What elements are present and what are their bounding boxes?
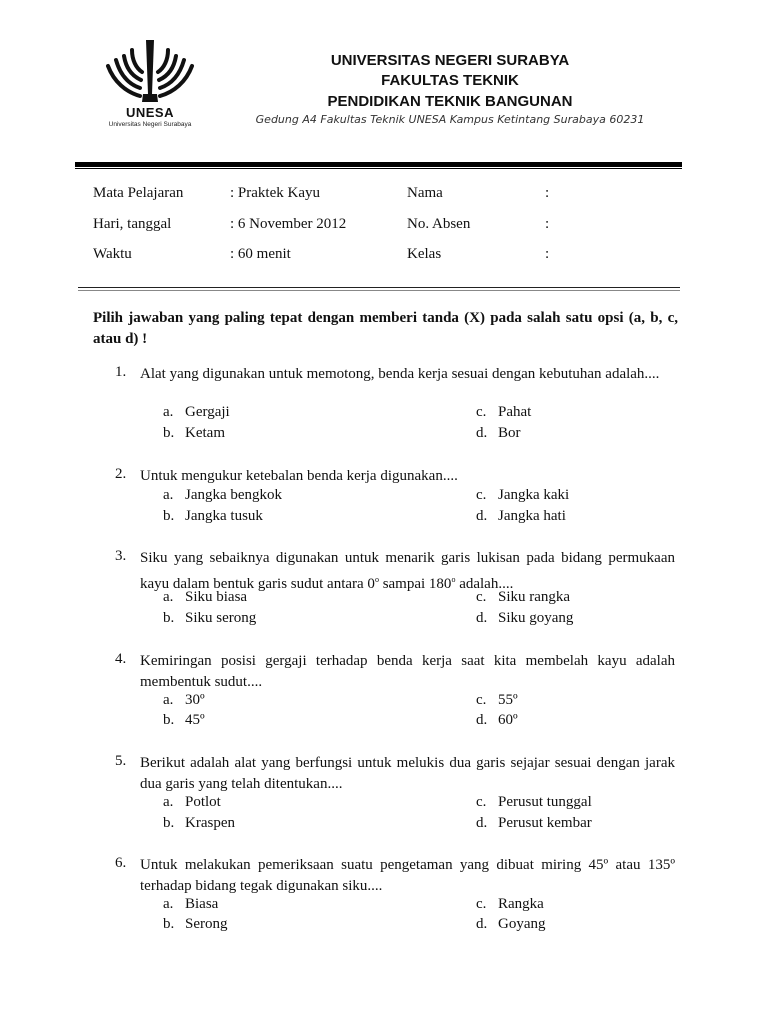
header-divider-thick [75, 162, 682, 167]
option-letter: c. [476, 589, 487, 605]
option-letter: b. [163, 508, 175, 524]
option-letter: d. [476, 815, 488, 831]
instruction: Pilih jawaban yang paling tepat dengan memberi tanda (X) pada salah satu opsi (a, b, c, atau d) ! [93, 310, 678, 347]
info-divider-shadow [78, 290, 680, 291]
option-letter: d. [476, 916, 488, 932]
option-text: 60º [498, 712, 518, 728]
option-text: 55º [498, 692, 518, 708]
question-number: 3. [115, 548, 127, 564]
option-letter: d. [476, 425, 488, 441]
question-text: Kemiringan posisi gergaji terhadap benda kerja saat kita membelah kayu adalah membentuk sudut.... [140, 653, 675, 690]
option-text: Pahat [498, 404, 532, 420]
faculty-name: FAKULTAS TEKNIK [381, 72, 519, 89]
option-letter: b. [163, 610, 175, 626]
info-value-name: : [545, 185, 550, 201]
option-text: Siku goyang [498, 610, 574, 626]
question-number: 1. [115, 364, 127, 380]
option-letter: b. [163, 815, 175, 831]
option-text: Perusut kembar [498, 815, 592, 831]
option-text: Rangka [498, 896, 544, 912]
option-letter: c. [476, 404, 487, 420]
header-divider-thin [75, 168, 682, 169]
option-text: Jangka bengkok [185, 487, 283, 503]
question-text: Untuk melakukan pemeriksaan suatu pengetaman yang dibuat miring 45º atau 135º terhadap bidang tegak digunakan siku.... [140, 857, 675, 894]
logo-emblem-icon [96, 36, 204, 106]
question-number: 5. [115, 753, 127, 769]
question-text-part: sampai 180 [378, 576, 452, 592]
question-text: Berikut adalah alat yang berfungsi untuk melukis dua garis sejajar sesuai dengan jarak dua garis yang telah ditentukan.... [140, 755, 675, 792]
question-text: Untuk mengukur ketebalan benda kerja digunakan.... [140, 468, 458, 484]
option-letter: b. [163, 712, 175, 728]
info-divider [78, 287, 680, 288]
option-text: 30º [185, 692, 205, 708]
info-value-absen: : [545, 216, 550, 232]
option-letter: d. [476, 712, 488, 728]
option-letter: c. [476, 487, 487, 503]
option-text: Gergaji [185, 404, 230, 420]
unesa-logo [96, 36, 204, 138]
option-text: Ketam [185, 425, 225, 441]
option-letter: d. [476, 508, 488, 524]
question-number: 2. [115, 466, 127, 482]
option-text: Kraspen [185, 815, 235, 831]
option-text: Jangka tusuk [185, 508, 263, 524]
option-text: Potlot [185, 794, 221, 810]
option-letter: d. [476, 610, 488, 626]
info-label-subject: Mata Pelajaran [93, 185, 184, 201]
option-text: Biasa [185, 896, 219, 912]
option-letter: c. [476, 692, 487, 708]
degree-mark: o [451, 575, 456, 584]
option-text: Jangka hati [498, 508, 566, 524]
info-value-class: : [545, 246, 550, 262]
address: Gedung A4 Fakultas Teknik UNESA Kampus Ketintang Surabaya 60231 [255, 113, 645, 126]
option-text: Siku biasa [185, 589, 248, 605]
option-text: Bor [498, 425, 521, 441]
option-text: Perusut tunggal [498, 794, 592, 810]
option-text: Siku rangka [498, 589, 571, 605]
info-label-name: Nama [407, 185, 443, 201]
logo-name: UNESA [125, 105, 174, 120]
question-number: 4. [115, 651, 127, 667]
option-letter: a. [163, 794, 174, 810]
question-text [140, 548, 675, 595]
option-letter: a. [163, 404, 174, 420]
option-letter: c. [476, 896, 487, 912]
option-letter: a. [163, 896, 174, 912]
option-letter: b. [163, 425, 175, 441]
degree-mark: o [374, 575, 379, 584]
option-letter: c. [476, 794, 487, 810]
question-text-part: Siku yang sebaiknya digunakan untuk menarik garis lukisan pada bidang permukaan kayu dalam bentuk garis sudut antara 0 [140, 550, 675, 592]
option-text: Siku serong [185, 610, 257, 626]
logo-subtitle: Universitas Negeri Surabaya [108, 121, 192, 128]
department-name: PENDIDIKAN TEKNIK BANGUNAN [327, 93, 573, 110]
option-letter: a. [163, 487, 174, 503]
option-text: Goyang [498, 916, 546, 932]
info-value-time: : 60 menit [230, 246, 291, 262]
info-label-date: Hari, tanggal [93, 216, 172, 232]
info-value-date: : 6 November 2012 [230, 216, 347, 232]
option-text: 45º [185, 712, 205, 728]
option-text: Jangka kaki [498, 487, 570, 503]
info-label-absen: No. Absen [407, 216, 471, 232]
option-letter: a. [163, 692, 174, 708]
info-label-time: Waktu [93, 246, 132, 262]
option-letter: b. [163, 916, 175, 932]
question-text: Alat yang digunakan untuk memotong, benda kerja sesuai dengan kebutuhan adalah.... [140, 366, 660, 382]
university-name: UNIVERSITAS NEGERI SURABYA [330, 52, 570, 69]
info-value-subject: : Praktek Kayu [230, 185, 320, 201]
info-label-class: Kelas [407, 246, 442, 262]
option-text: Serong [185, 916, 228, 932]
question-text-part: adalah.... [455, 576, 514, 592]
option-letter: a. [163, 589, 174, 605]
question-number: 6. [115, 855, 127, 871]
